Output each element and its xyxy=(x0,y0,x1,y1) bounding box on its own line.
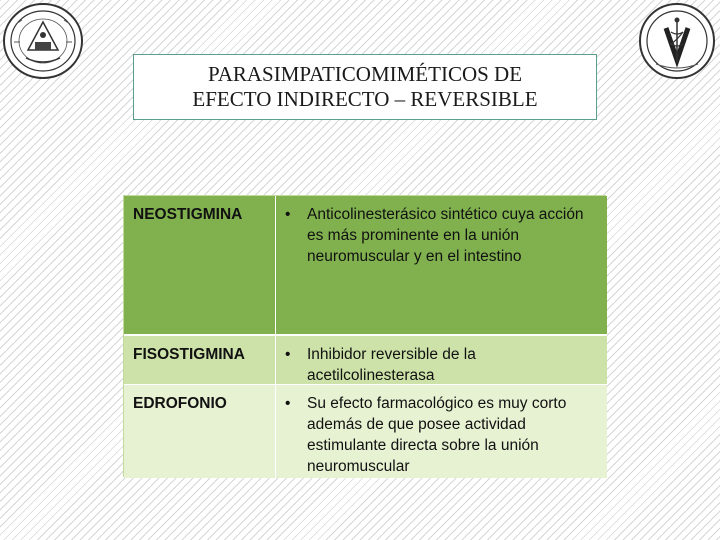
university-seal-logo xyxy=(2,2,84,80)
bullet-icon: • xyxy=(285,206,291,223)
drug-name-neostigmina: NEOSTIGMINA xyxy=(124,196,275,334)
description-bullet-item xyxy=(285,344,598,386)
description-text: Su efecto farmacológico es muy corto además de que posee actividad estimulante directa sobre la unión neuromuscular xyxy=(307,395,567,475)
title-line-1: PARASIMPATICOMIMÉTICOS DE xyxy=(207,62,523,86)
bullet-icon: • xyxy=(285,395,291,412)
drug-name-fisostigmina: FISOSTIGMINA xyxy=(124,334,275,384)
title-line-2: EFECTO INDIRECTO – REVERSIBLE xyxy=(192,87,538,111)
drug-description-fisostigmina xyxy=(275,334,607,384)
drug-table xyxy=(123,195,606,477)
description-text: Inhibidor reversible de la acetilcolinesterasa xyxy=(307,346,476,384)
veterinary-seal-icon xyxy=(636,2,718,80)
drug-name-edrofonio: EDROFONIO xyxy=(124,384,275,478)
university-seal-icon xyxy=(2,2,84,80)
drug-description-edrofonio xyxy=(275,384,607,478)
slide-title xyxy=(133,54,597,120)
bullet-icon: • xyxy=(285,346,291,363)
drug-description-neostigmina xyxy=(275,196,607,334)
description-bullet-item xyxy=(285,204,598,267)
description-text: Anticolinesterásico sintético cuya acción es más prominente en la unión neuromuscular y en el intestino xyxy=(307,206,584,265)
veterinary-seal-logo xyxy=(636,2,718,80)
description-bullet-item xyxy=(285,393,598,477)
